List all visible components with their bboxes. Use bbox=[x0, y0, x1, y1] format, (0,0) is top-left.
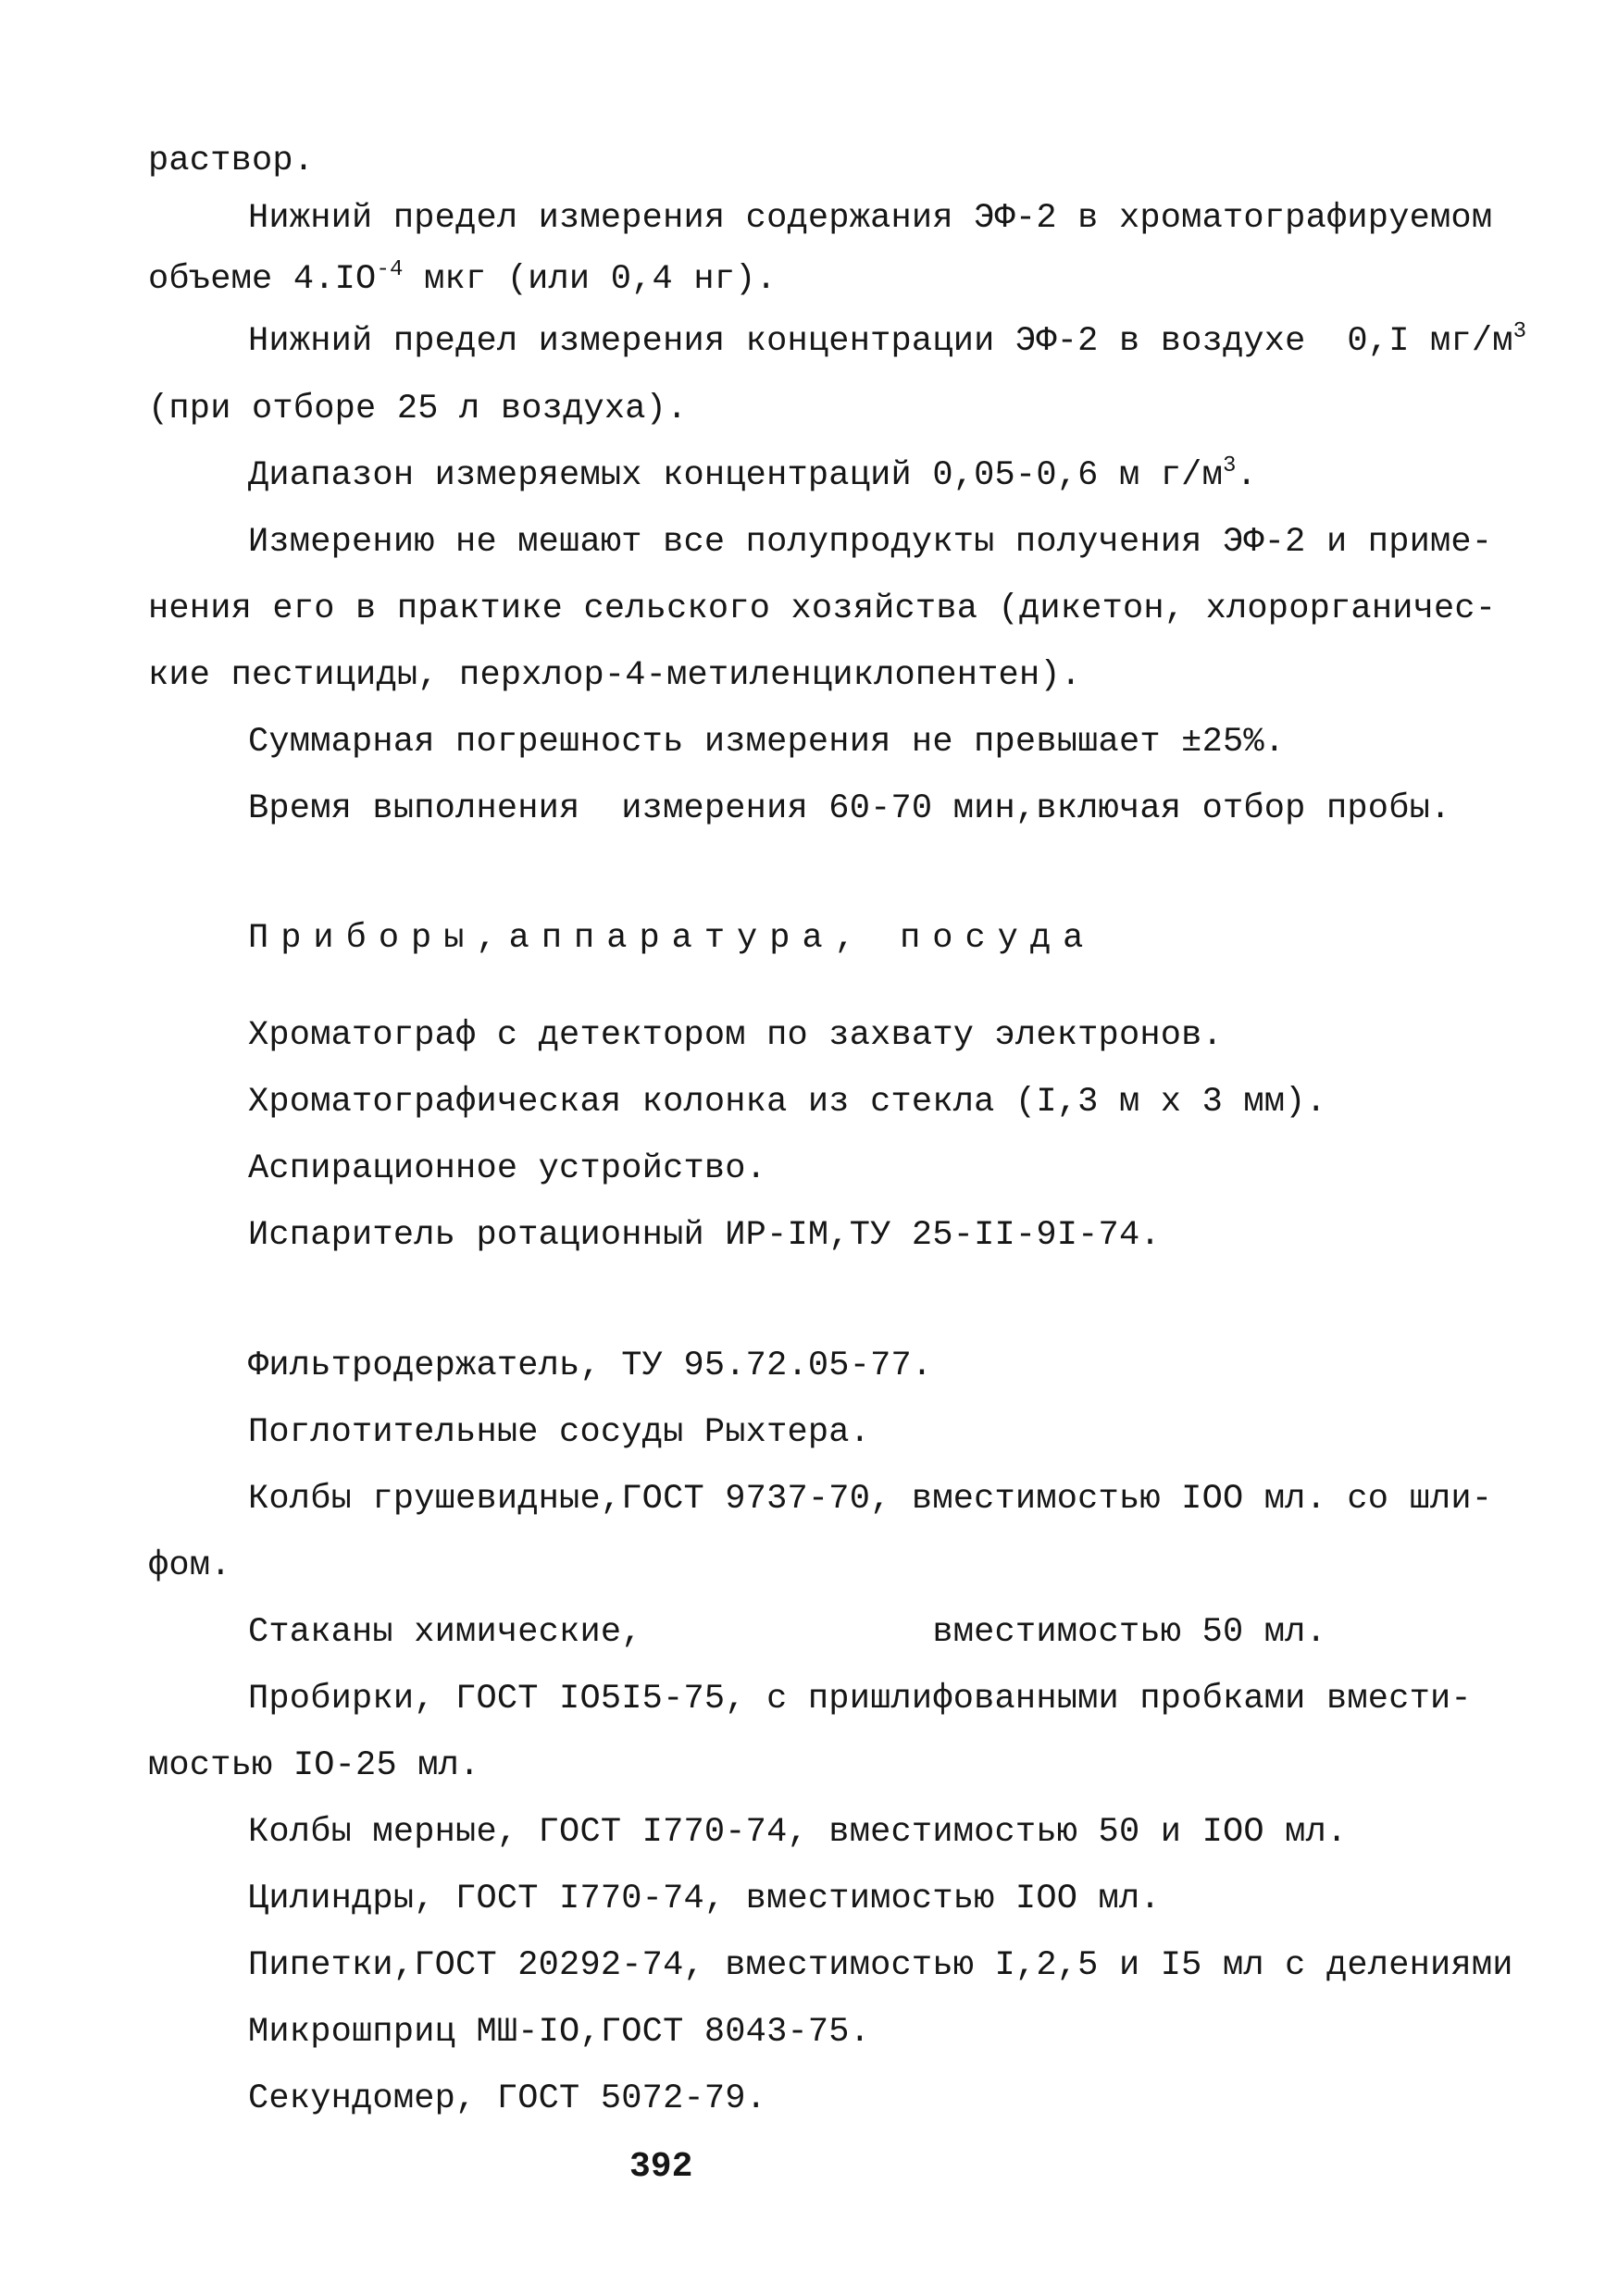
text-line: кие пестициды, перхлор-4-метиленциклопентен). bbox=[148, 656, 1082, 695]
text-line: Цилиндры, ГОСТ I770-74, вместимостью IOO мл. bbox=[248, 1880, 1161, 1918]
text-line: Испаритель ротационный ИР-IM,ТУ 25-II-9I-74. bbox=[248, 1216, 1161, 1255]
text-fragment: объеме 4.IO bbox=[148, 260, 377, 299]
text-line: Фильтродержатель, ТУ 95.72.05-77. bbox=[248, 1347, 933, 1385]
text-line: Измерению не мешают все полупродукты получения ЭФ-2 и приме- bbox=[248, 523, 1493, 562]
superscript: 3 bbox=[1512, 319, 1527, 344]
text-line: фом. bbox=[148, 1546, 231, 1585]
text-line: (при отборе 25 л воздуха). bbox=[148, 390, 688, 428]
text-line: Хроматографическая колонка из стекла (I,3 м х 3 мм). bbox=[248, 1083, 1326, 1122]
text-fragment: мкг (или 0,4 нг). bbox=[403, 260, 777, 299]
page-number: 392 bbox=[629, 2147, 693, 2187]
text-line: Стаканы химические, вместимостью 50 мл. bbox=[248, 1613, 1326, 1652]
text-line: Колбы грушевидные,ГОСТ 9737-70, вместимостью IOO мл. со шли- bbox=[248, 1480, 1493, 1519]
section-heading: Приборы,аппаратура, посуда bbox=[248, 919, 1096, 958]
text-line: Микрошприц МШ-IO,ГОСТ 8043-75. bbox=[248, 2013, 871, 2052]
text-line: мостью IO-25 мл. bbox=[148, 1746, 480, 1785]
text-line: Хроматограф с детектором по захвату электронов. bbox=[248, 1016, 1223, 1055]
text-line: Суммарная погрешность измерения не превышает ±25%. bbox=[248, 723, 1286, 762]
text-line bbox=[148, 257, 777, 302]
text-line: Нижний предел измерения содержания ЭФ-2 в хроматографируемом bbox=[248, 199, 1493, 238]
superscript: 3 bbox=[1222, 453, 1237, 478]
text-line: нения его в практике сельского хозяйства (дикетон, хлорорганичес- bbox=[148, 590, 1497, 628]
text-line: раствор. bbox=[148, 142, 315, 180]
text-fragment: Нижний предел измерения концентрации ЭФ-2 в воздухе 0,I мг/м bbox=[248, 322, 1513, 361]
text-line: Пробирки, ГОСТ IO5I5-75, с пришлифованными пробками вмести- bbox=[248, 1680, 1472, 1719]
text-line: Пипетки,ГОСТ 20292-74, вместимостью I,2,5 и I5 мл с делениями bbox=[248, 1946, 1513, 1985]
text-line: Колбы мерные, ГОСТ I770-74, вместимостью 50 и IOO мл. bbox=[248, 1813, 1348, 1852]
text-line: Секундомер, ГОСТ 5072-79. bbox=[248, 2079, 767, 2118]
text-line: Время выполнения измерения 60-70 мин,включая отбор пробы. bbox=[248, 789, 1451, 828]
text-fragment: . bbox=[1236, 456, 1257, 495]
text-fragment: Диапазон измеряемых концентраций 0,05-0,6 м г/м bbox=[248, 456, 1223, 495]
superscript: -4 bbox=[376, 257, 404, 282]
text-line bbox=[248, 319, 1526, 364]
text-line: Аспирационное устройство. bbox=[248, 1149, 767, 1188]
text-line bbox=[248, 453, 1257, 498]
text-line: Поглотительные сосуды Рыхтера. bbox=[248, 1413, 871, 1452]
